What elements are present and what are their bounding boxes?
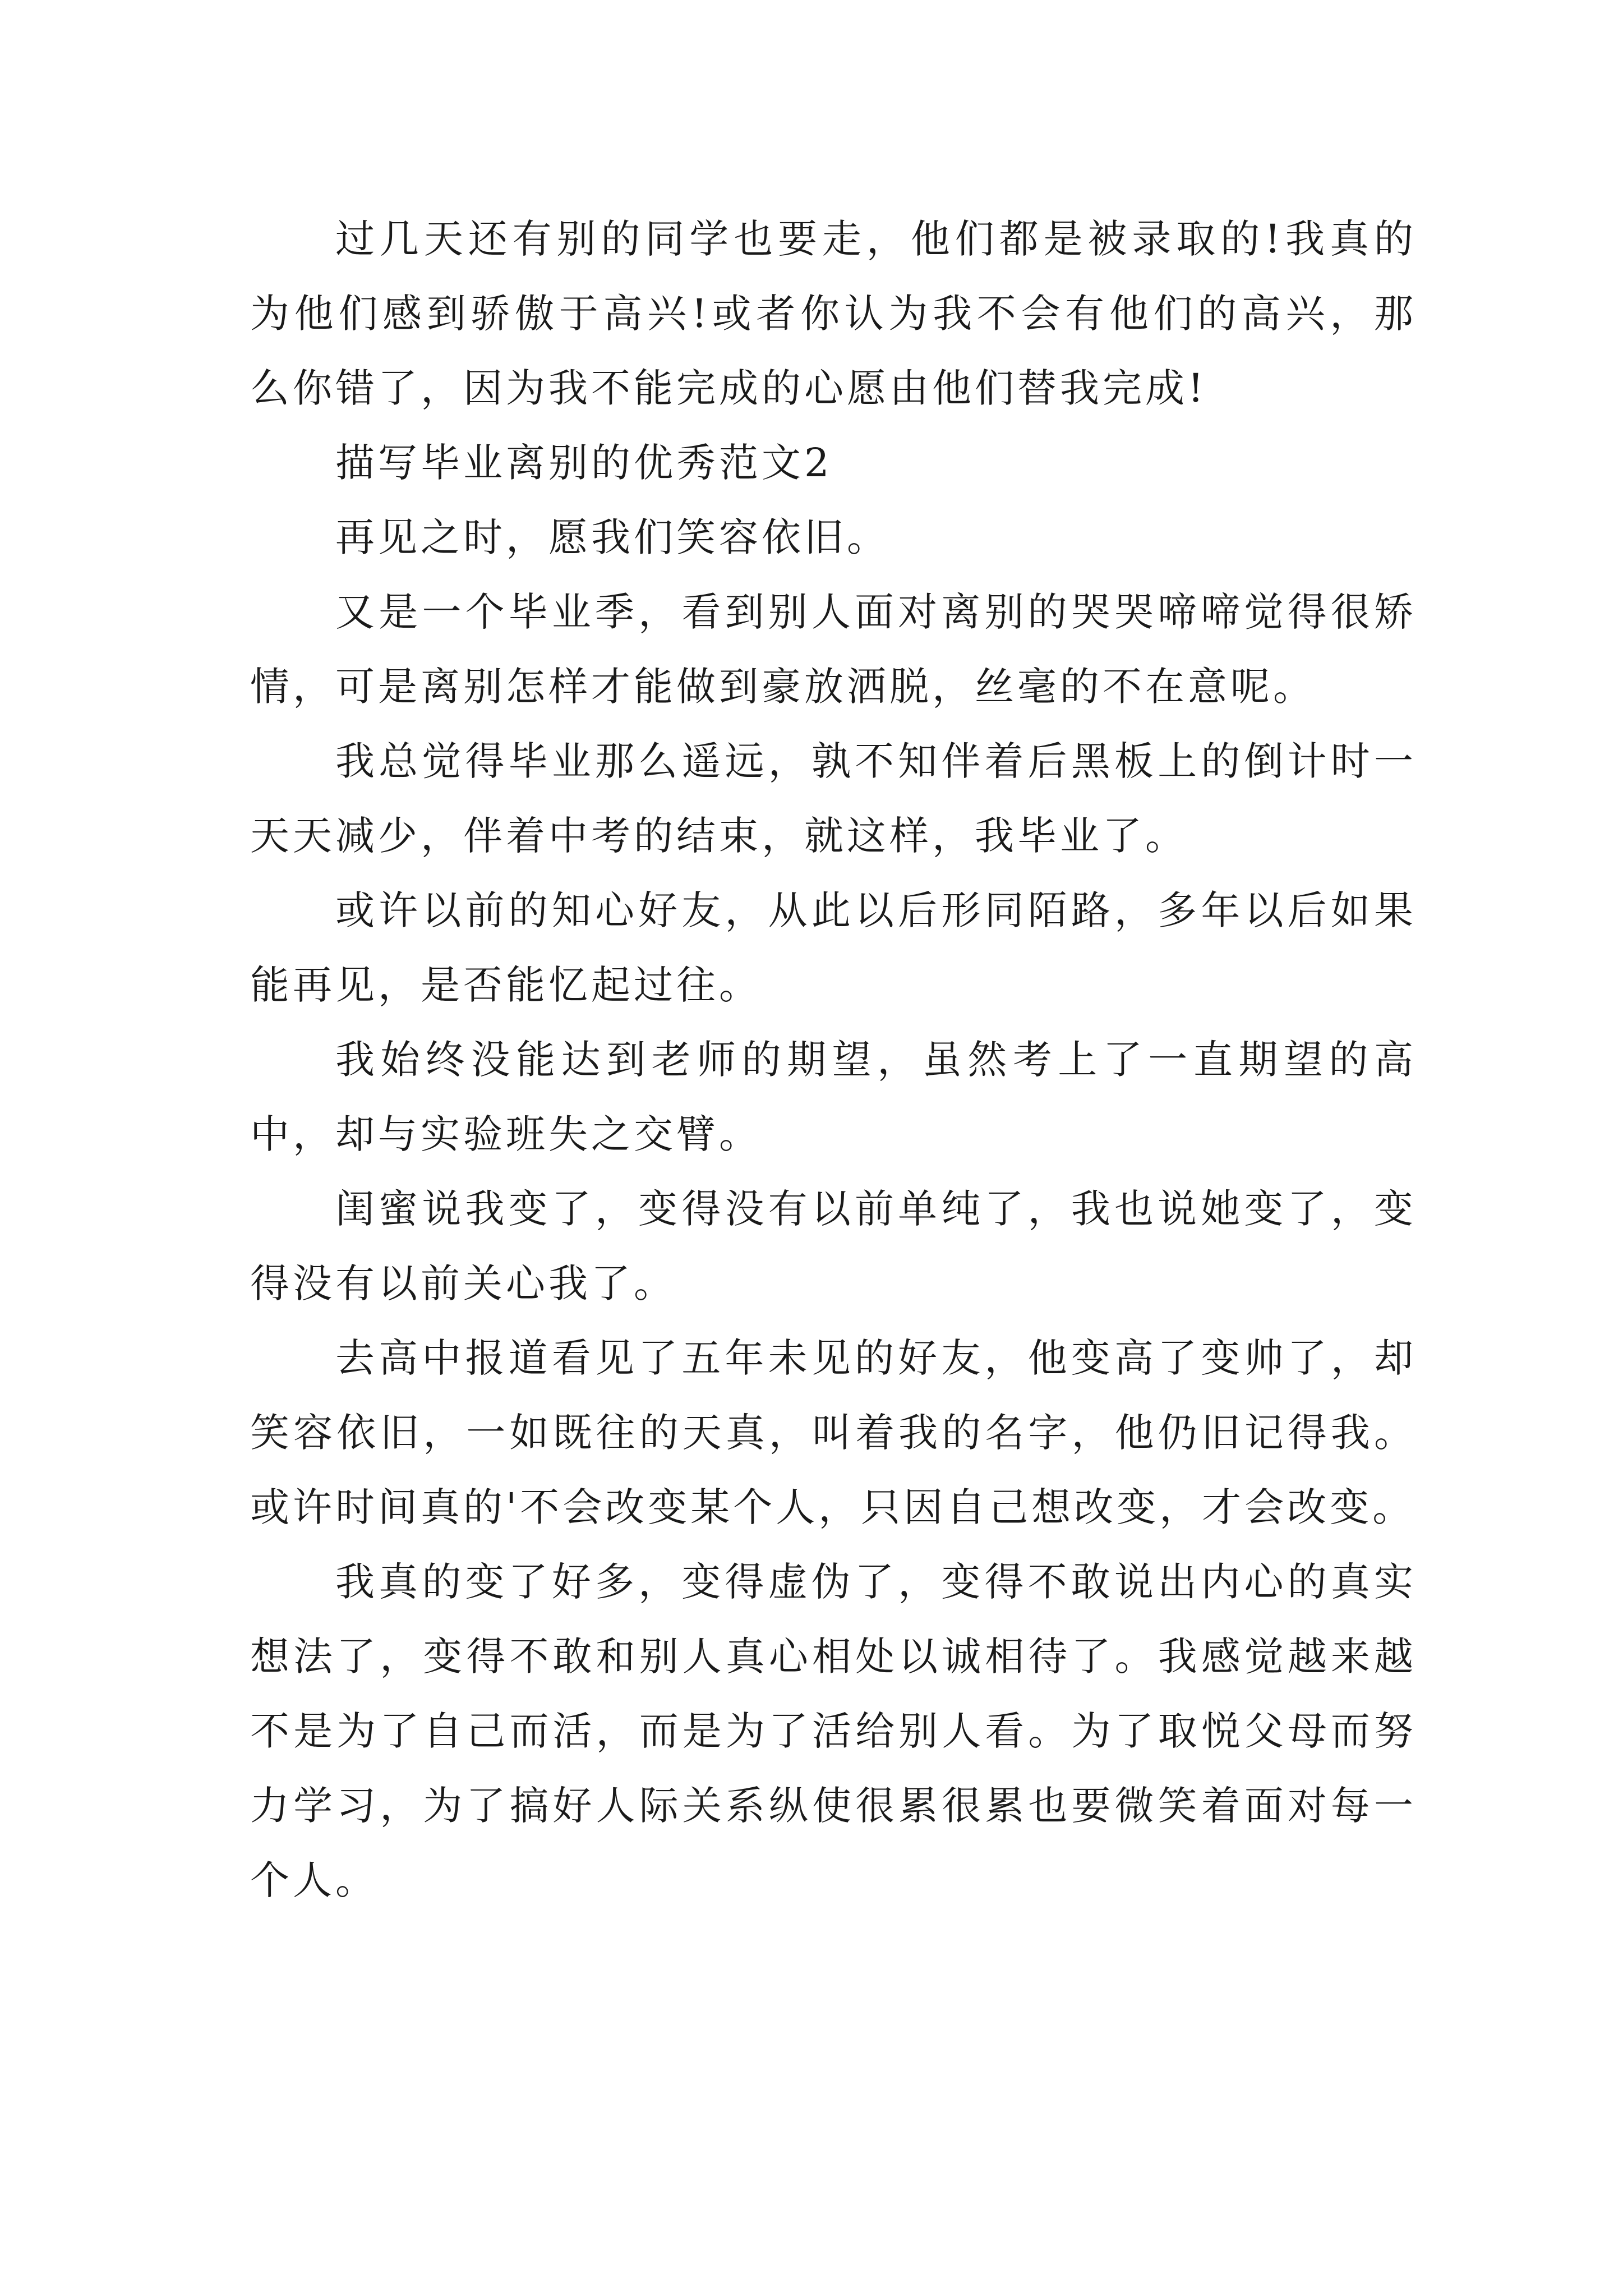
paragraph: 又是一个毕业季，看到别人面对离别的哭哭啼啼觉得很矫情，可是离别怎样才能做到豪放洒脱，丝毫的不在意呢。 bbox=[250, 589, 1417, 710]
paragraph: 再见之时，愿我们笑容依旧。 bbox=[335, 514, 889, 560]
paragraph: 过几天还有别的同学也要走，他们都是被录取的!我真的为他们感到骄傲于高兴!或者你认为我不会有他们的高兴，那么你错了，因为我不能完成的心愿由他们替我完成! bbox=[250, 216, 1417, 411]
paragraph: 或许以前的知心好友，从此以后形同陌路，多年以后如果能再见，是否能忆起过往。 bbox=[250, 887, 1417, 1008]
paragraph: 闺蜜说我变了，变得没有以前单纯了，我也说她变了，变得没有以前关心我了。 bbox=[250, 1186, 1417, 1306]
paragraph: 去高中报道看见了五年未见的好友，他变高了变帅了，却笑容依旧，一如既往的天真，叫着我的名字，他仍旧记得我。或许时间真的'不会改变某个人，只因自己想改变，才会改变。 bbox=[250, 1335, 1417, 1530]
paragraph: 我总觉得毕业那么遥远，孰不知伴着后黑板上的倒计时一天天减少，伴着中考的结束，就这样，我毕业了。 bbox=[250, 738, 1417, 859]
paragraph: 我始终没能达到老师的期望，虽然考上了一直期望的高中，却与实验班失之交臂。 bbox=[250, 1037, 1417, 1157]
section-heading: 描写毕业离别的优秀范文2 bbox=[335, 440, 833, 486]
document-body bbox=[250, 202, 1417, 1918]
paragraph: 我真的变了好多，变得虚伪了，变得不敢说出内心的真实想法了，变得不敢和别人真心相处以诚相待了。我感觉越来越不是为了自己而活，而是为了活给别人看。为了取悦父母而努力学习，为了搞好人际关系纵使很累很累也要微笑着面对每一个人。 bbox=[250, 1559, 1417, 1903]
